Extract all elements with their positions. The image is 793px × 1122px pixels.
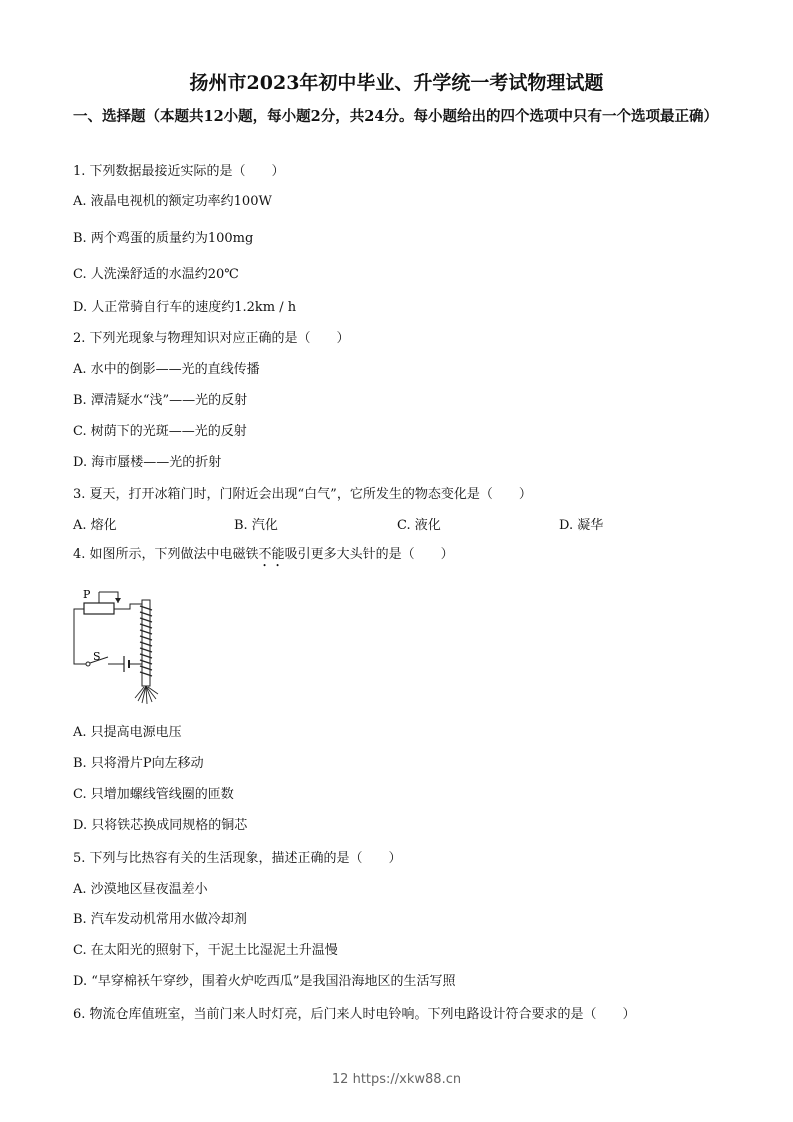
switch-contact [86,662,90,666]
page-title: 扬州市2023年初中毕业、升学统一考试物理试题 [189,72,604,94]
question-5-option-a: A. 沙漠地区昼夜温差小 [73,882,208,897]
question-3-stem: 3. 夏天，打开冰箱门时，门附近会出现“白气”，它所发生的物态变化是（ ） [73,487,532,502]
question-5-option-d: D. “早穿棉袄午穿纱，围着火炉吃西瓜”是我国沿海地区的生活写照 [73,974,456,989]
question-1-option-a: A. 液晶电视机的额定功率约100W [73,194,272,209]
question-2-option-c: C. 树荫下的光斑——光的反射 [73,424,247,439]
question-4-option-a: A. 只提高电源电压 [73,725,182,740]
question-1-option-c: C. 人洗澡舒适的水温约20℃ [73,267,239,282]
electromagnet-circuit-figure [70,584,170,706]
question-1-stem: 1. 下列数据最接近实际的是（ ） [73,164,285,179]
question-2-option-a: A. 水中的倒影——光的直线传播 [73,362,260,377]
page-footer[interactable]: 12 https://xkw88.cn [331,1072,462,1087]
question-4-stem [73,543,454,570]
question-3-option-c: C. 液化 [397,518,441,533]
question-4-option-b: B. 只将滑片P向左移动 [73,756,204,771]
slider-arrow [99,592,118,603]
question-5-option-b: B. 汽车发动机常用水做冷却剂 [73,912,247,927]
question-4-stem-emphasis: 不能 [258,547,285,562]
question-2-stem: 2. 下列光现象与物理知识对应正确的是（ ） [73,331,350,346]
question-3-option-a: A. 熔化 [73,518,117,533]
question-5-stem: 5. 下列与比热容有关的生活现象，描述正确的是（ ） [73,851,402,866]
switch-label-s: S [93,650,101,663]
question-2-option-b: B. 潭清疑水“浅”——光的反射 [73,393,248,408]
slider-label-p: P [83,588,91,601]
question-4-option-c: C. 只增加螺线管线圈的匝数 [73,787,234,802]
question-5-option-c: C. 在太阳光的照射下，干泥土比湿泥土升温慢 [73,943,338,958]
section-heading: 一、选择题（本题共12小题，每小题2分，共24分。每小题给出的四个选项中只有一个选项最正确） [73,108,718,125]
question-1-option-d: D. 人正常骑自行车的速度约1.2km / h [73,300,297,315]
question-3-option-d: D. 凝华 [559,518,604,533]
question-4-stem-after: 吸引更多大头针的是（ ） [284,547,454,562]
question-4-stem-before: 4. 如图所示，下列做法中电磁铁 [73,547,259,562]
question-6-stem: 6. 物流仓库值班室，当前门来人时灯亮，后门来人时电铃响。下列电路设计符合要求的是（ ） [73,1007,636,1022]
question-4-option-d: D. 只将铁芯换成同规格的铜芯 [73,818,248,833]
question-2-option-d: D. 海市蜃楼——光的折射 [73,455,222,470]
rheostat [84,603,114,614]
pins-cluster [135,686,158,704]
question-3-option-b: B. 汽化 [234,518,278,533]
question-1-option-b: B. 两个鸡蛋的质量约为100mg [73,231,254,246]
